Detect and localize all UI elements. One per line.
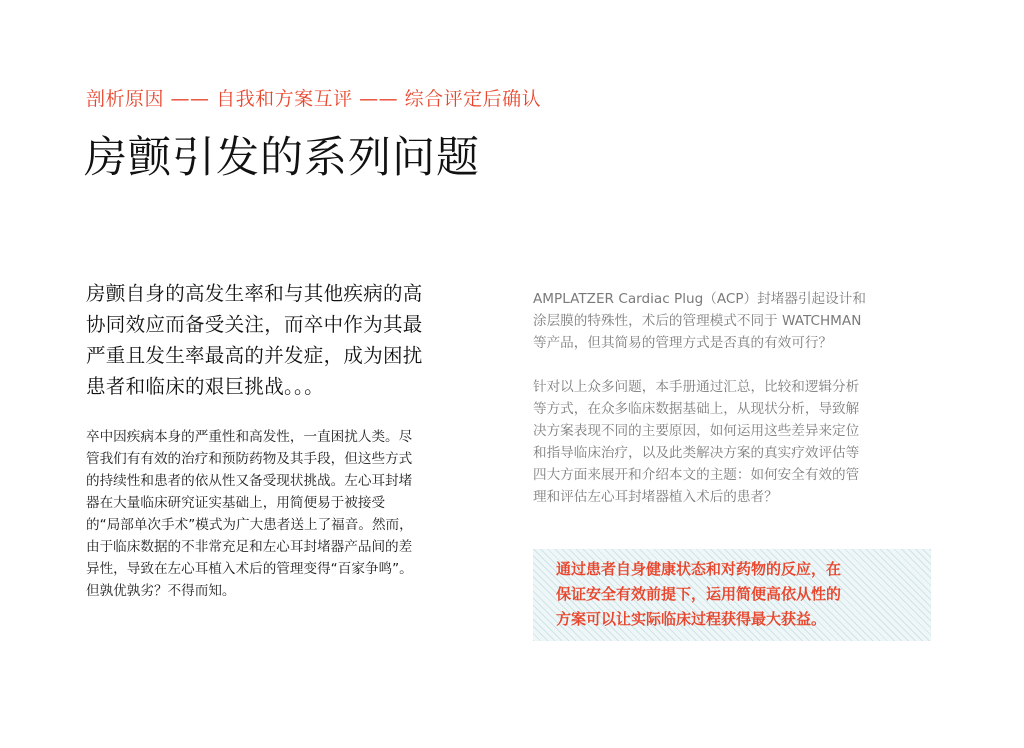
- body-line: 的“局部单次手术”模式为广大患者送上了福音。然而，: [86, 517, 413, 533]
- callout-line: 方案可以让实际临床过程获得最大获益。: [556, 610, 827, 628]
- acp-line: AMPLATZER Cardiac Plug（ACP）封堵器引起设计和: [533, 291, 866, 307]
- overview-line: 决方案表现不同的主要原因，如何运用这些差异来定位: [533, 423, 860, 439]
- body-line: 由于临床数据的不非常充足和左心耳封堵器产品间的差: [86, 539, 413, 555]
- overview-line: 和指导临床治疗，以及此类解决方案的真实疗效评估等: [533, 445, 860, 461]
- overview-line: 等方式，在众多临床数据基础上，从现状分析，导致解: [533, 401, 860, 417]
- body-line: 的持续性和患者的依从性又备受现状挑战。左心耳封堵: [86, 473, 413, 489]
- body-line: 管我们有有效的治疗和预防药物及其手段，但这些方式: [86, 451, 413, 467]
- left-column: [86, 278, 476, 602]
- overview-line: 针对以上众多问题，本手册通过汇总，比较和逻辑分析: [533, 379, 860, 395]
- body-line: 卒中因疾病本身的严重性和高发性，一直困扰人类。尽: [86, 429, 413, 445]
- overview-line: 四大方面来展开和介绍本文的主题：如何安全有效的管: [533, 467, 860, 483]
- manual-overview-paragraph: [533, 376, 933, 508]
- page-title: 房颤引发的系列问题: [84, 133, 480, 183]
- body-line: 器在大量临床研究证实基础上，用简便易于被接受: [86, 495, 386, 511]
- lead-line: 严重且发生率最高的并发症，成为困扰: [86, 344, 423, 367]
- overview-line: 理和评估左心耳封堵器植入术后的患者？: [533, 489, 778, 505]
- body-paragraph: [86, 426, 476, 602]
- acp-line: 涂层膜的特殊性，术后的管理模式不同于 WATCHMAN: [533, 313, 862, 329]
- lead-paragraph: [86, 278, 476, 402]
- acp-paragraph: [533, 288, 933, 354]
- highlight-callout-box: [533, 549, 931, 641]
- lead-line: 房颤自身的高发生率和与其他疾病的高: [86, 282, 423, 305]
- body-line: 但孰优孰劣？不得而知。: [86, 583, 236, 599]
- body-line: 异性，导致在左心耳植入术后的管理变得“百家争鸣”。: [86, 561, 413, 577]
- callout-line: 保证安全有效前提下，运用简便高依从性的: [556, 585, 842, 603]
- lead-line: 患者和临床的艰巨挑战。。。: [86, 375, 324, 398]
- callout-line: 通过患者自身健康状态和对药物的反应，在: [556, 560, 842, 578]
- section-subtitle: 剖析原因 —— 自我和方案互评 —— 综合评定后确认: [86, 88, 542, 110]
- right-column: [533, 288, 933, 508]
- acp-line: 等产品，但其简易的管理方式是否真的有效可行？: [533, 335, 833, 351]
- lead-line: 协同效应而备受关注，而卒中作为其最: [86, 313, 423, 336]
